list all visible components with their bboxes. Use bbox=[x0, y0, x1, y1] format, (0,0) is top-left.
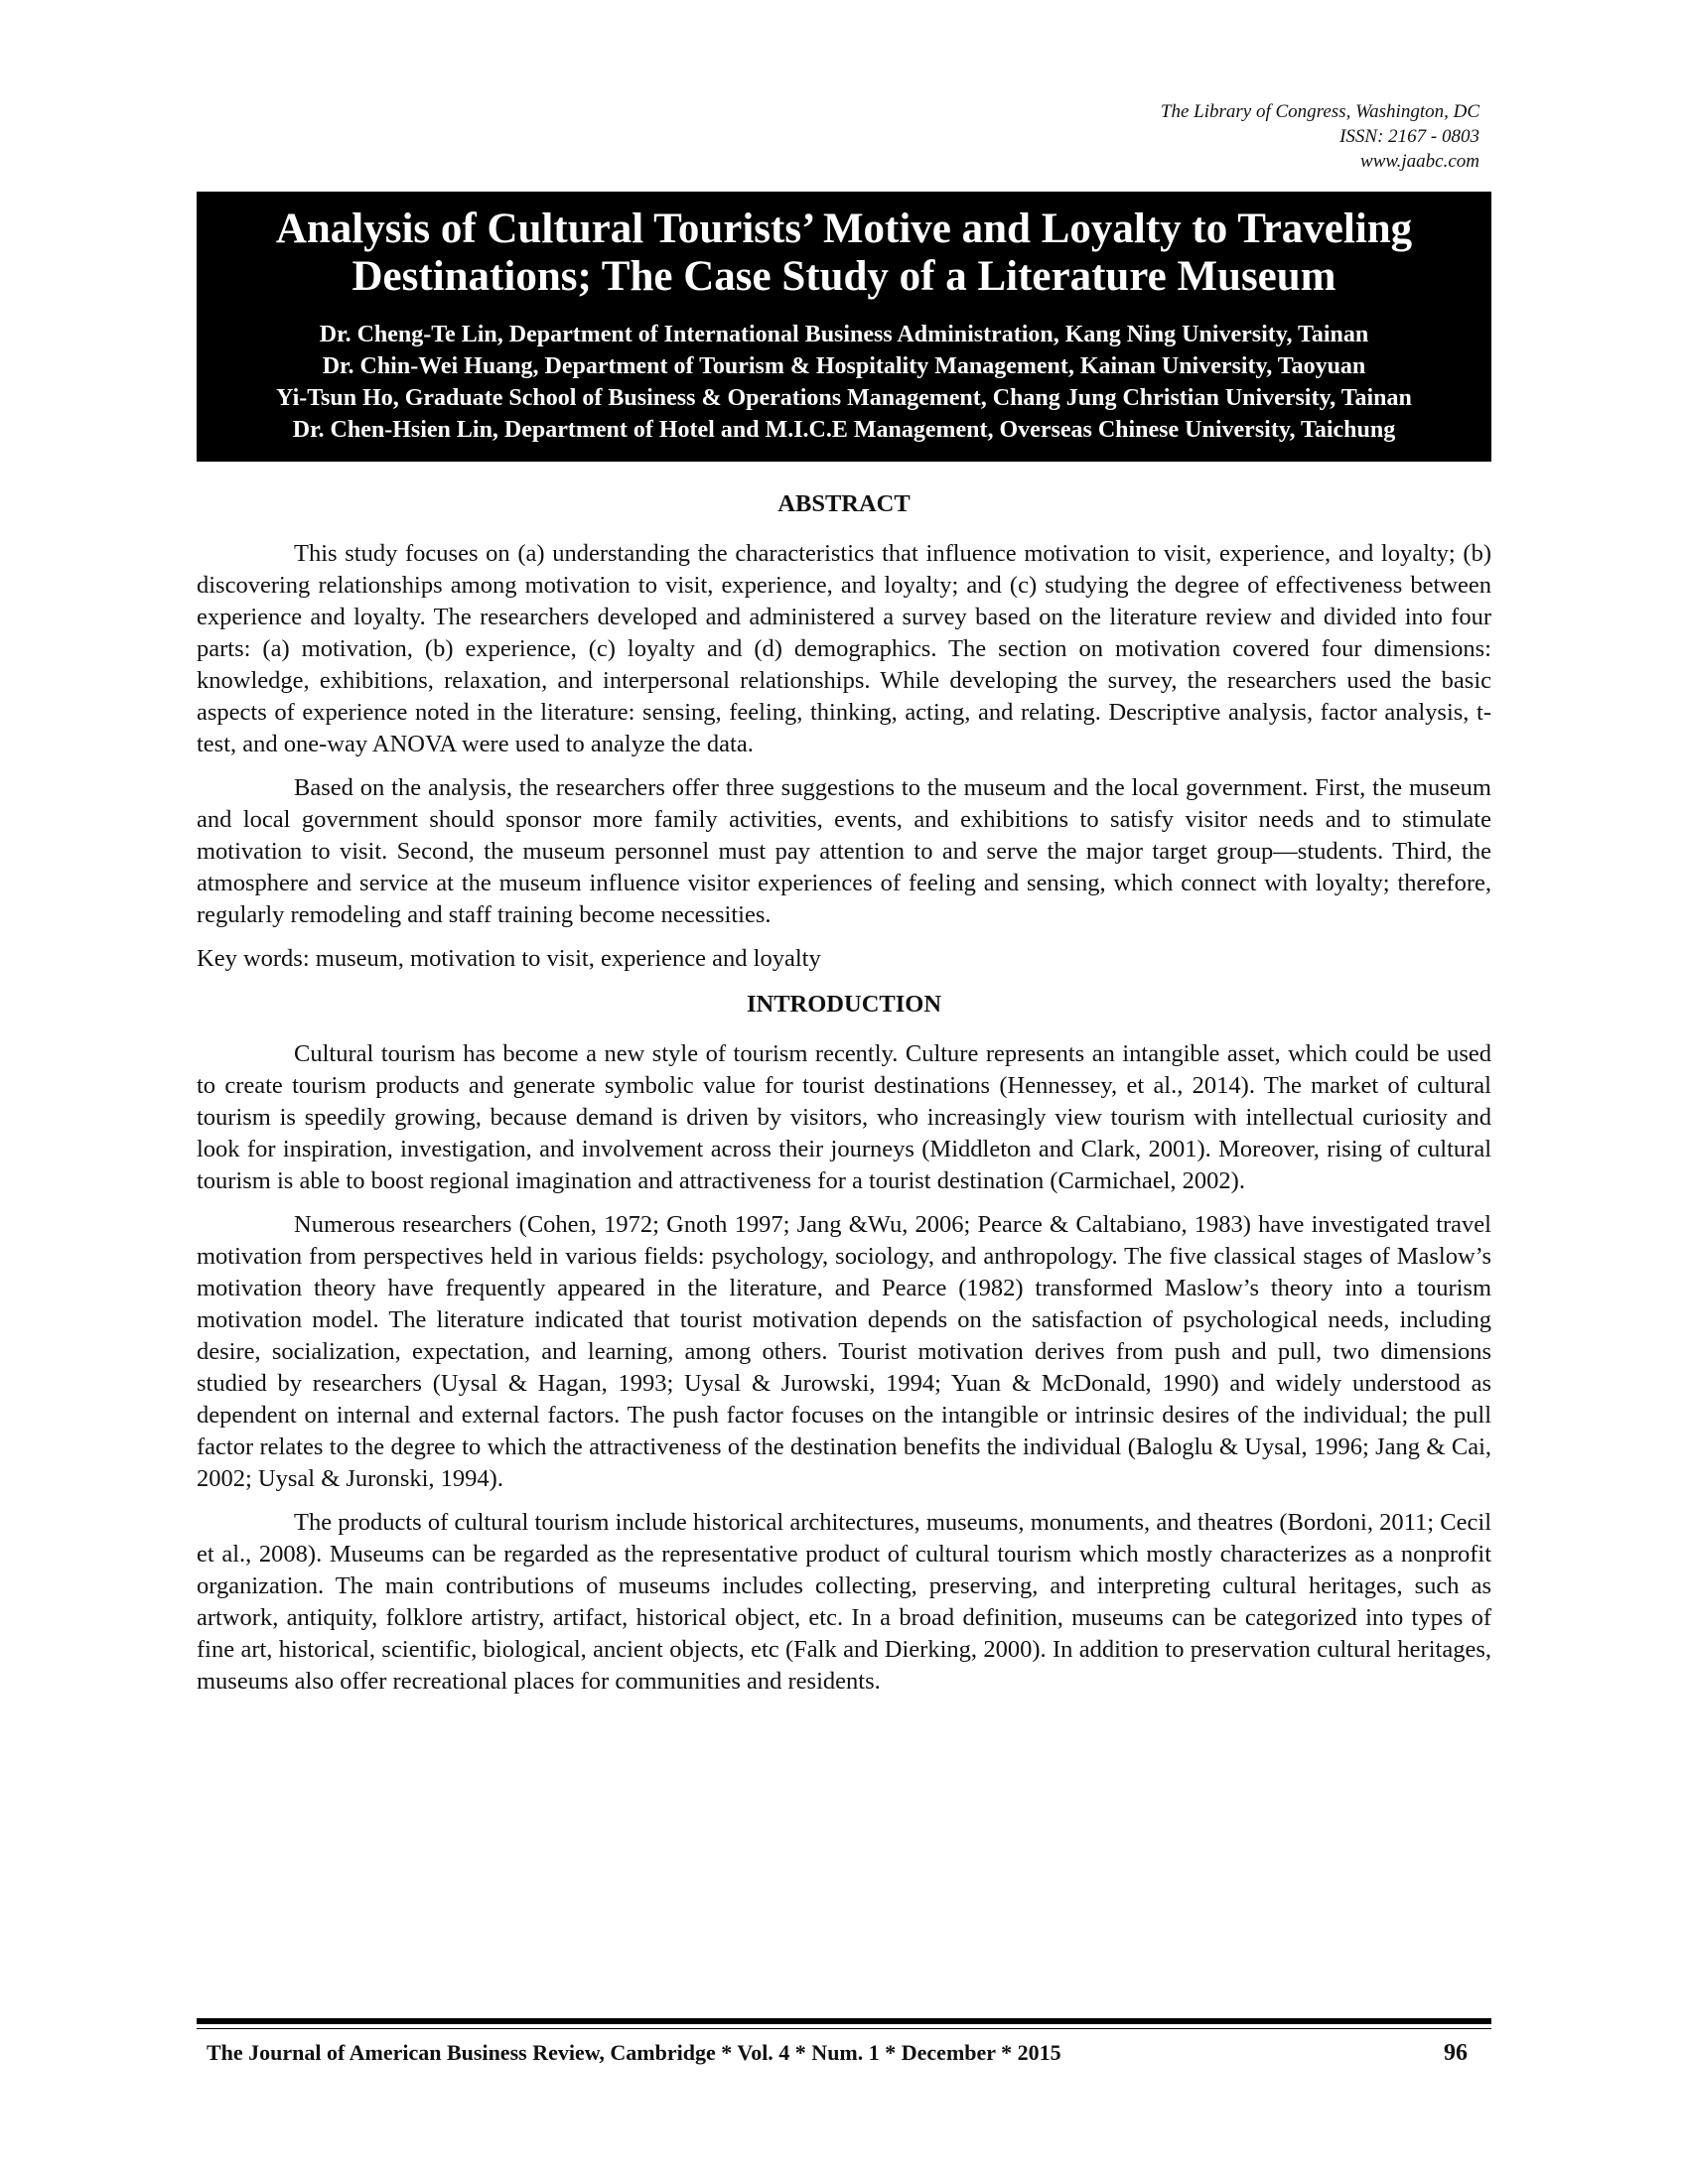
author-list bbox=[197, 319, 1491, 446]
header-meta bbox=[884, 99, 1479, 174]
keywords: Key words: museum, motivation to visit, experience and loyalty bbox=[197, 945, 821, 972]
page-number: 96 bbox=[1444, 2040, 1468, 2066]
title-line-1: Analysis of Cultural Tourists’ Motive and Loyalty to Traveling bbox=[275, 205, 1413, 252]
author-1: Dr. Cheng-Te Lin, Department of International Business Administration, Kang Ning University, Tainan bbox=[319, 322, 1369, 347]
intro-paragraph-2: Numerous researchers (Cohen, 1972; Gnoth 1997; Jang &Wu, 2006; Pearce & Caltabiano, 1983) have investigated travel motivation from perspectives held in various fields: psychology, sociology, and anthropology. The five classical stages of Maslow’s motivation theory have frequently appeared in the literature, and Pearce (1982) transformed Maslow’s theory into a tourism motivation model. The literature indicated that tourist motivation depends on the satisfaction of psychological needs, including desire, socialization, expectation, and learning, among others. Tourist motivation derives from push and pull, two dimensions studied by researchers (Uysal & Hagan, 1993; Uysal & Jurowski, 1994; Yuan & McDonald, 1990) and widely understood as dependent on internal and external factors. The push factor focuses on the intangible or intrinsic desires of the individual; the pull factor relates to the degree to which the attractiveness of the destination benefits the individual (Baloglu & Uysal, 1996; Jang & Cai, 2002; Uysal & Juronski, 1994). bbox=[197, 1211, 1491, 1492]
introduction-heading: INTRODUCTION bbox=[746, 991, 942, 1018]
footer-journal: The Journal of American Business Review, Cambridge * Vol. 4 * Num. 1 * December * 2015 bbox=[207, 2040, 1061, 2065]
header-website: www.jaabc.com bbox=[1360, 151, 1479, 172]
footer-rule-thick bbox=[197, 2018, 1491, 2024]
abstract-paragraph-1: This study focuses on (a) understanding the characteristics that influence motivation to visit, experience, and loyalty; (b) discovering relationships among motivation to visit, experience, and loyalty; and (c) studying the degree of effectiveness between experience and loyalty. The researchers developed and administered a survey based on the literature review and divided into four parts: (a) motivation, (b) experience, (c) loyalty and (d) demographics. The section on motivation covered four dimensions: knowledge, exhibitions, relaxation, and interpersonal relationships. While developing the survey, the researchers used the basic aspects of experience noted in the literature: sensing, feeling, thinking, acting, and relating. Descriptive analysis, factor analysis, t-test, and one-way ANOVA were used to analyze the data. bbox=[197, 540, 1491, 757]
paper-title bbox=[197, 205, 1491, 301]
title-block bbox=[197, 192, 1491, 462]
title-line-2: Destinations; The Case Study of a Literature Museum bbox=[352, 253, 1336, 300]
main-content bbox=[197, 488, 1491, 1709]
intro-paragraph-3: The products of cultural tourism include historical architectures, museums, monuments, and theatres (Bordoni, 2011; Cecil et al., 2008). Museums can be regarded as the representative product of cultural tourism which mostly characterizes as a nonprofit organization. The main contributions of museums includes collecting, preserving, and interpreting cultural heritages, such as artwork, antiquity, folklore artistry, artifact, historical object, etc. In a broad definition, museums can be categorized into types of fine art, historical, scientific, biological, ancient objects, etc (Falk and Dierking, 2000). In addition to preservation cultural heritages, museums also offer recreational places for communities and residents. bbox=[197, 1509, 1491, 1695]
author-3: Yi-Tsun Ho, Graduate School of Business & Operations Management, Chang Jung Christian University, Tainan bbox=[276, 385, 1412, 411]
footer-rule-thin bbox=[197, 2028, 1491, 2029]
header-issn: ISSN: 2167 - 0803 bbox=[1339, 126, 1479, 147]
page-footer bbox=[207, 2037, 1468, 2069]
intro-paragraph-1: Cultural tourism has become a new style of tourism recently. Culture represents an intangible asset, which could be used to create tourism products and generate symbolic value for tourist destinations (Hennessey, et al., 2014). The market of cultural tourism is speedily growing, because demand is driven by visitors, who increasingly view tourism with intellectual curiosity and look for inspiration, investigation, and involvement across their journeys (Middleton and Clark, 2001). Moreover, rising of cultural tourism is able to boost regional imagination and attractiveness for a tourist destination (Carmichael, 2002). bbox=[197, 1040, 1491, 1194]
header-library: The Library of Congress, Washington, DC bbox=[1160, 101, 1479, 122]
author-2: Dr. Chin-Wei Huang, Department of Tourism & Hospitality Management, Kainan University, Taoyuan bbox=[322, 353, 1366, 379]
author-4: Dr. Chen-Hsien Lin, Department of Hotel and M.I.C.E Management, Overseas Chinese University, Taichung bbox=[292, 417, 1396, 443]
abstract-paragraph-2: Based on the analysis, the researchers offer three suggestions to the museum and the local government. First, the museum and local government should sponsor more family activities, events, and exhibitions to satisfy visitor needs and to stimulate motivation to visit. Second, the museum personnel must pay attention to and serve the major target group—students. Third, the atmosphere and service at the museum influence visitor experiences of feeling and sensing, which connect with loyalty; therefore, regularly remodeling and staff training become necessities. bbox=[197, 774, 1491, 928]
abstract-heading: ABSTRACT bbox=[777, 490, 911, 517]
